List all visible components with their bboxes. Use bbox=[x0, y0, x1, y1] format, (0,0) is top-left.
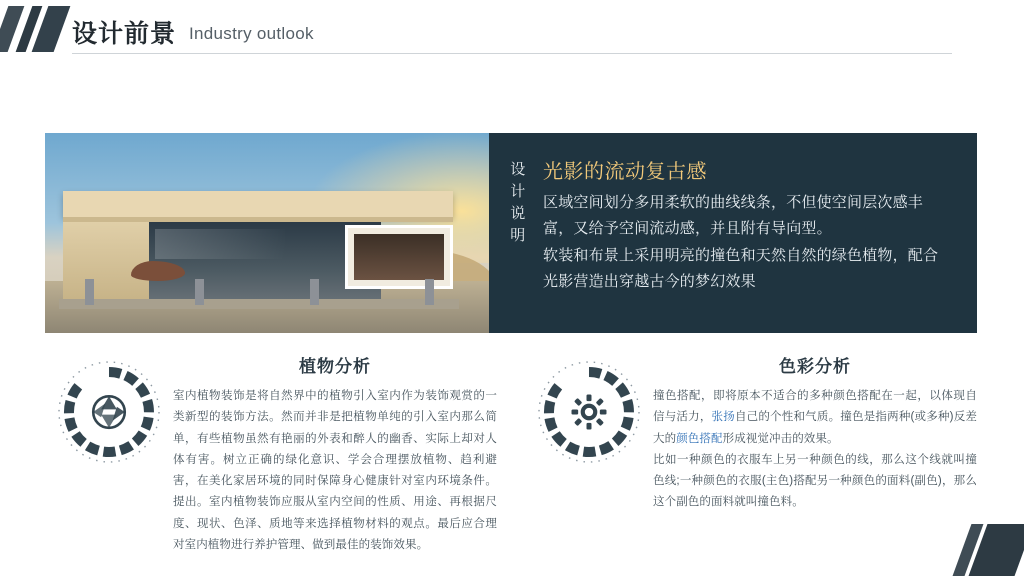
photo-glass-reflection bbox=[155, 229, 285, 259]
feature-text bbox=[543, 190, 951, 295]
photo-pillar bbox=[195, 279, 204, 305]
feature-panel-label bbox=[489, 133, 543, 333]
feature-panel bbox=[489, 133, 977, 333]
photo-pillar bbox=[85, 279, 94, 305]
plant-analysis-body bbox=[173, 386, 497, 556]
plant-analysis-text-area bbox=[173, 348, 497, 551]
photo-pillar bbox=[425, 279, 434, 305]
column-plant-analysis bbox=[45, 348, 497, 551]
slide-header bbox=[0, 0, 1024, 62]
color-analysis-icon-area bbox=[525, 348, 653, 528]
photo-window bbox=[345, 225, 453, 289]
header-corner-decoration bbox=[0, 6, 62, 52]
photo-window-inner bbox=[354, 234, 444, 280]
color-text-3: 形成视觉冲击的效果。 bbox=[722, 432, 839, 445]
gear-icon bbox=[561, 384, 617, 440]
photo-pillar bbox=[310, 279, 319, 305]
plant-analysis-paragraph: 室内植物装饰是将自然界中的植物引入室内作为装饰观赏的一类新型的装饰方法。然而并非是把植物单纯的引入室内那么简单，有些植物虽然有艳丽的外表和醉人的幽香、实际上却对人体有害。树立正确的绿化意识、学会合理摆放植物、趋利避害，在美化家居环境的同时保障身心健康针对室内环境条件。提出。室内植物装饰应服从室内空间的性质、用途、再根据尺度、现状、色泽、质地等来选择植物材料的观点。最后应合理对室内植物进行养护管理、做到最佳的装饰效果。 bbox=[173, 390, 497, 551]
aperture-icon bbox=[81, 384, 137, 440]
color-analysis-paragraph-2: 比如一种颜色的衣服车上另一种颜色的线，那么这个线就叫撞色线;一种颜色的衣服(主色)搭配另一种颜色的面料(副色)，那么这个副色的面料就叫撞色料。 bbox=[653, 453, 977, 509]
feature-band bbox=[45, 133, 977, 333]
page-title-en: Industry outlook bbox=[189, 24, 314, 43]
feature-heading: 光影的流动复古感 bbox=[543, 161, 707, 183]
feature-panel-label-text: 设计说明 bbox=[508, 161, 526, 249]
color-highlight-1: 张扬 bbox=[711, 411, 735, 424]
feature-photo bbox=[45, 133, 489, 333]
color-highlight-2: 颜色搭配 bbox=[676, 432, 723, 445]
plant-analysis-icon-area bbox=[45, 348, 173, 528]
color-text-2: 自己的个性和气质。撞色是指两种(或多种)反差大的 bbox=[653, 411, 978, 445]
feature-paragraph-1: 区域空间划分多用柔软的曲线线条，不但使空间层次感丰富，又给予空间流动感，并且附有导向型。 bbox=[543, 194, 924, 238]
header-divider bbox=[72, 53, 952, 54]
feature-panel-body bbox=[543, 133, 977, 333]
plant-analysis-title: 植物分析 bbox=[299, 357, 371, 376]
color-analysis-text-area bbox=[653, 348, 977, 528]
column-color-analysis bbox=[525, 348, 977, 528]
footer-corner-decoration bbox=[940, 520, 1024, 576]
analysis-columns bbox=[45, 348, 978, 551]
color-text-1: 撞色搭配，即将原本不适合的多种颜色搭配在一起，以体现自信与活力， bbox=[653, 390, 977, 424]
color-analysis-paragraph-1 bbox=[653, 386, 977, 450]
color-analysis-body bbox=[653, 386, 977, 514]
feature-paragraph-2: 软装和布景上采用明亮的撞色和天然自然的绿色植物，配合光影营造出穿越古今的梦幻效果 bbox=[543, 246, 939, 290]
page-title-cn: 设计前景 bbox=[72, 20, 177, 48]
color-analysis-title: 色彩分析 bbox=[779, 357, 851, 376]
photo-roof bbox=[63, 191, 453, 217]
photo-terrace bbox=[59, 299, 459, 309]
photo-wall bbox=[63, 222, 149, 304]
